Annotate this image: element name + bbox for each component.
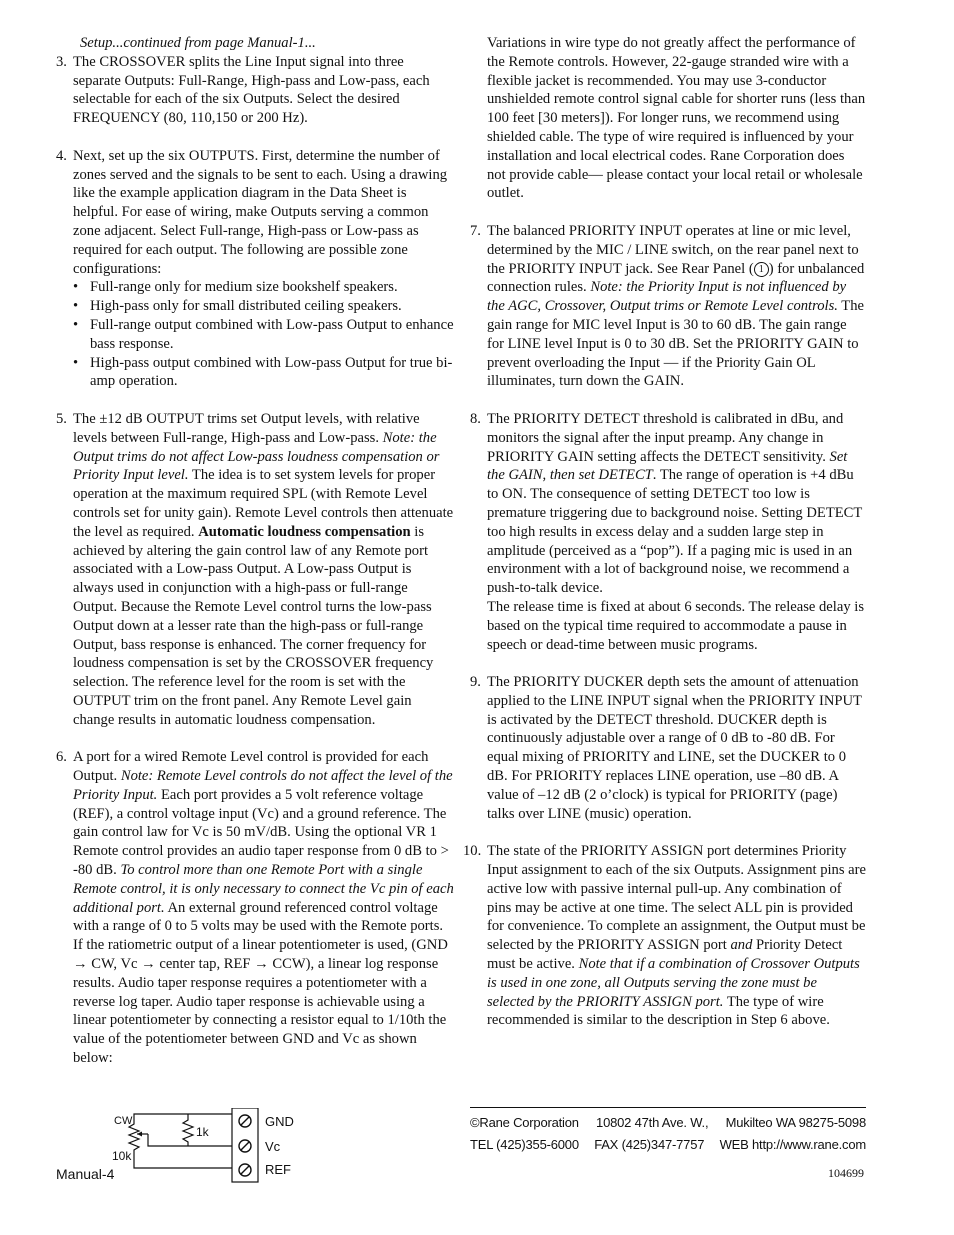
step-number: 3. [56, 53, 67, 70]
text-run: The gain range for MIC level Input is 30 to 60 dB. The gain range for LINE level Input is 0 to 30 dB. Set the PRIORITY GAIN to prevent overloading the Input — if the Priority Gain OL illuminates, turn down the GAIN. [487, 298, 864, 390]
text-run: Set the GAIN, then set DETECT [487, 448, 848, 484]
step-item [470, 410, 866, 654]
pot-value-label: 10k [112, 1149, 132, 1163]
list-item [73, 316, 454, 354]
remote-wiring-diagram [108, 1108, 308, 1184]
text-run: . The range of operation is +4 dBu to ON. The consequence of setting DETECT too low is premature triggering due to background noise. Setting DETECT too high results in excess delay and a sudden large step in amplitude (perceived as a “pop”). If a paging mic is used in an environment with a lot of background noise, we recommend a push-to-talk device. [487, 467, 863, 597]
step-item [463, 842, 866, 1030]
step-number: 4. [56, 147, 67, 164]
footer-tel: TEL (425)355-6000 [470, 1137, 579, 1152]
step-text [73, 53, 454, 128]
step-number: 7. [470, 222, 481, 239]
footer-company: ©Rane Corporation [470, 1115, 579, 1130]
footer-street: 10802 47th Ave. W., [596, 1115, 709, 1130]
step-text [487, 673, 866, 823]
text-run: Next, set up the six OUTPUTS. First, determine the number of zones served and the signals to be sent to each. Using a drawing like the example application diagram in the Data Sheet is helpful. For ease of wiring, make Outputs serving a common zone adjacent. Select Full-range, High-pass or Low-pass as required for each output. The following are possible zone configurations: [73, 147, 448, 277]
text-run: Note: the Priority Input is not influenced by the AGC, Crossover, Output trims or Remote Level controls. [487, 279, 847, 315]
bullet-icon: • [73, 279, 79, 296]
page-number: Manual-4 [56, 1166, 115, 1182]
resistor-value-label: 1k [196, 1125, 209, 1139]
bullet-text: Full-range output combined with Low-pass Output to enhance bass response. [90, 316, 454, 352]
pot-wiper-arrow [137, 1132, 142, 1137]
bullet-text: High-pass output combined with Low-pass Output for true bi-amp operation. [90, 354, 453, 390]
step-item [56, 147, 454, 391]
right-column [463, 34, 866, 1049]
text-run: Note that if a combination of Crossover Outputs is used in one zone, all Outputs serving the zone must be selected by the PRIORITY ASSIGN port. [487, 956, 860, 1010]
text-run: Automatic loudness compensation [198, 523, 411, 540]
text-run: The balanced PRIORITY INPUT operates at line or mic level, determined by the MIC / LINE switch, on the rear panel next to the PRIORITY INPUT jack. See Rear Panel ( [487, 222, 859, 277]
step-text [73, 748, 454, 1068]
footer-rule [470, 1107, 866, 1108]
list-item [73, 354, 454, 392]
text-run: The idea is to set system levels for proper operation at the maximum required SPL (with Remote Level controls set for unity gain). Remote Level controls then attenuate the level as required. [73, 467, 454, 540]
step-text [73, 410, 454, 730]
bullet-icon: • [73, 354, 79, 371]
text-run: To control more than one Remote Port with a single Remote control, it is only necessary to connect the Vc pin of each additional port. [73, 862, 454, 916]
step-text [487, 410, 866, 654]
step-text [487, 222, 866, 391]
footer-fax: FAX (425)347-7757 [594, 1137, 705, 1152]
pin-label-ref: REF [265, 1162, 291, 1177]
left-column [56, 34, 454, 1087]
text-run: and [730, 937, 753, 954]
step-text [487, 34, 866, 203]
resistor-symbol [183, 1114, 193, 1146]
text-run: Variations in wire type do not greatly affect the performance of the Remote controls. However, 22-gauge stranded wire with a flexible jacket is recommended. You may use 3-conductor unshielded remote control signal cable for shorter runs (less than 100 feet [30 meters]). For longer runs, we recommend using shielded cable. The type of wire required is influenced by your installation and local electrical codes. Rane Corporation does not provide cable— please contact your local retail or wholesale outlet. [487, 35, 866, 202]
text-run: Priority Detect must be active. [487, 937, 843, 973]
step-number: 5. [56, 410, 67, 427]
list-item [73, 297, 454, 316]
text-run: Note: the Output trims do not affect Low-pass loudness compensation or Priority Input level. [73, 429, 440, 484]
text-run: The PRIORITY DETECT threshold is calibrated in dBu, and monitors the signal after the input preamp. Any change in PRIORITY GAIN setting affects the DETECT sensitivity. [487, 410, 844, 465]
footer-address-line [470, 1115, 866, 1130]
right-step-list [463, 34, 866, 1030]
bullet-icon: • [73, 298, 79, 315]
text-run: Note: Remote Level controls do not affect the level of the Priority Input. [73, 768, 453, 803]
text-run: A port for a wired Remote Level control is provided for each Output. [73, 749, 429, 785]
text-run: The ±12 dB OUTPUT trims set Output levels, with relative levels between Full-range, High-pass and Low-pass. [73, 410, 420, 446]
footer-contact-line [470, 1137, 866, 1152]
step-number: 10. [463, 843, 482, 860]
step-item [470, 34, 866, 203]
circled-reference-number: 1 [754, 262, 769, 277]
step-text [73, 147, 454, 279]
left-step-list [56, 53, 454, 1068]
step-item [470, 673, 866, 823]
step-number: 8. [470, 410, 481, 427]
step-item [56, 53, 454, 128]
footer-city: Mukilteo WA 98275-5098 [725, 1115, 866, 1130]
continued-note: Setup...continued from page Manual-1... [80, 35, 316, 51]
text-run: Each port provides a 5 volt reference voltage (REF), a control voltage input (Vc) and a ground reference. The gain control law for Vc is 50 mV/dB. Using the optional VR 1 Remote control provides an audio taper response from 0 dB to > -80 dB. [73, 786, 449, 879]
footer-web: WEB http://www.rane.com [719, 1137, 866, 1152]
text-run: The PRIORITY DUCKER depth sets the amount of attenuation applied to the LINE INPUT signal when the PRIORITY INPUT is activated by the DETECT threshold. DUCKER depth is continuously adjustable over a range of 0 dB to -80 dB. For equal mixing of PRIORITY and LINE, set the DUCKER to 0 dB. For PRIORITY replaces LINE operation, use –80 dB. A value of –12 dB (2 o’clock) is typical for PRIORITY (page) talks over LINE (music) operation. [487, 674, 862, 822]
text-run: The type of wire recommended is similar to the description in Step 6 above. [487, 993, 830, 1029]
zone-config-list [73, 278, 454, 391]
pin-label-gnd: GND [265, 1114, 294, 1129]
step-item [56, 748, 454, 1068]
text-run: The state of the PRIORITY ASSIGN port determines Priority Input assignment to each of the six Outputs. Assignment pins are active low with passive internal pull-up. Any combination of pins may be active at one time. The select ALL pin is provided for convenience. To complete an assignment, the Output must be selected by the PRIORITY ASSIGN port [487, 843, 866, 954]
text-run: ) for unbalanced connection rules. [487, 260, 865, 296]
text-run: The release time is fixed at about 6 seconds. The release delay is based on the typical time required to accommodate a pause in speech or dead-time between music programs. [487, 598, 865, 653]
text-run: An external ground referenced control voltage with a range of 0 to 5 volts may be used with the Remote ports. If the ratiometric output of a linear potentiometer is used, (GND → CW, Vc → center tap, REF → CCW), a linear log response results. Audio taper response requires a potentiometer with a reverse log taper. Audio taper response is achievable using a linear potentiometer by connecting a resistor equal to 1/10th the value of the potentiometer between GND and Vc as shown below: [73, 899, 448, 1067]
text-run: The CROSSOVER splits the Line Input signal into three separate Outputs: Full-Range, High-pass and Low-pass, each selectable for each of the six Outputs. Select the desired FREQUENCY (80, 110,150 or 200 Hz). [73, 53, 430, 127]
step-item [470, 222, 866, 391]
text-run: is achieved by altering the gain control law of any Remote port associated with a Low-pass Output. A Low-pass Output is always used in conjunction with a high-pass or full-range Output. Because the Remote Level control turns the low-pass Output down at a lesser rate than the high-pass or full-range Output, bass response is enhanced. The corner frequency for loudness compensation is set by the CROSSOVER frequency selection. The reference level for the room is set with the OUTPUT trim on the front panel. Any Remote Level gain change results in automatic loudness compensation. [73, 523, 434, 728]
bullet-text: High-pass only for small distributed ceiling speakers. [90, 298, 402, 315]
pin-label-vc: Vc [265, 1139, 281, 1154]
step-item [56, 410, 454, 730]
document-number: 104699 [828, 1166, 864, 1180]
bullet-icon: • [73, 316, 79, 333]
step-number: 6. [56, 749, 67, 766]
bullet-text: Full-range only for medium size bookshelf speakers. [90, 279, 398, 296]
step-text [487, 842, 866, 1030]
list-item [73, 278, 454, 297]
step-number: 9. [470, 674, 481, 691]
cw-label: CW [114, 1115, 133, 1127]
